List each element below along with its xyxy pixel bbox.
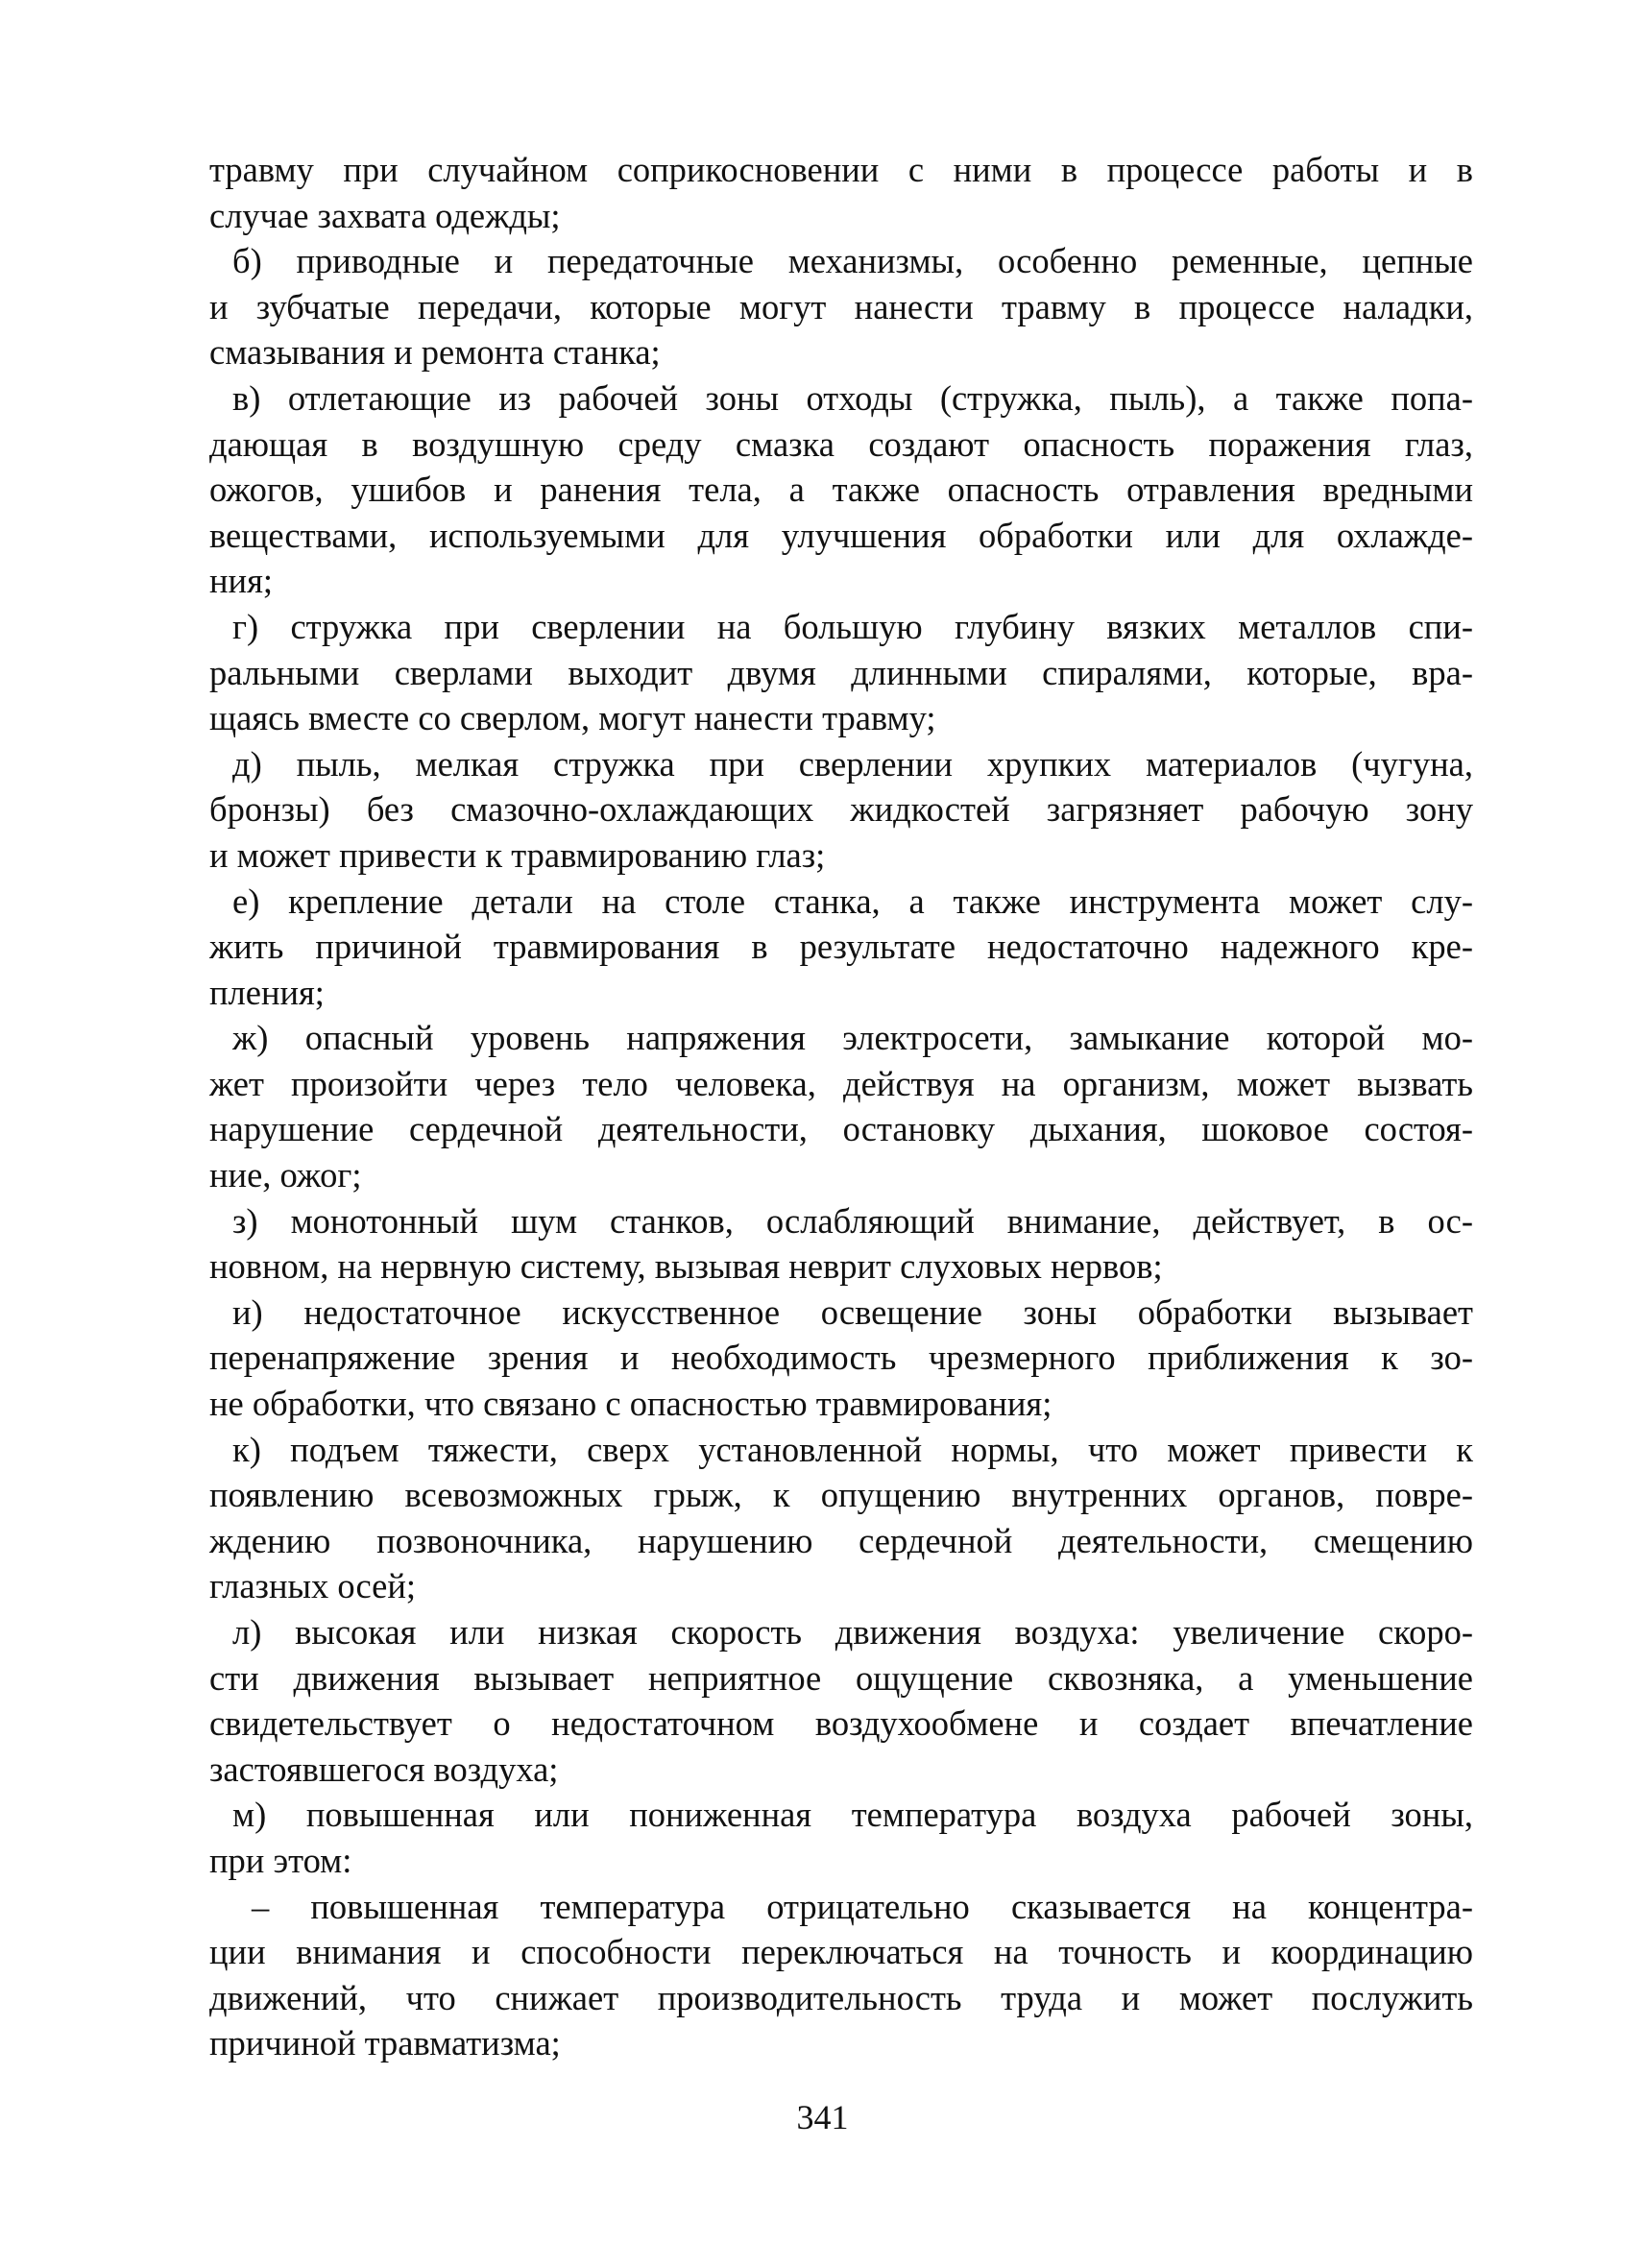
text-line: ральными сверлами выходит двумя длинными спиралями, которые, вра- <box>209 652 1473 692</box>
text-line: бронзы) без смазочно-охлаждающих жидкостей загрязняет рабочую зону <box>209 789 1473 830</box>
text-line: б) приводные и передаточные механизмы, особенно ременные, цепные <box>232 241 1473 281</box>
text-line: движений, что снижает производительность труда и может послужить <box>209 1977 1473 2017</box>
text-line: л) высокая или низкая скорость движения воздуха: увеличение скоро- <box>232 1612 1473 1652</box>
text-line: смазывания и ремонта станка; <box>209 332 661 373</box>
text-line: г) стружка при сверлении на большую глубину вязких металлов спи- <box>232 606 1473 646</box>
paragraph <box>209 604 1473 741</box>
text-line: и) недостаточное искусственное освещение зоны обработки вызывает <box>232 1291 1473 1332</box>
text-line: и зубчатые передачи, которые могут нанести травму в процессе наладки, <box>209 286 1473 326</box>
text-line: причиной травматизма; <box>209 2023 561 2063</box>
text-line: жет произойти через тело человека, действуя на организм, может вызвать <box>209 1063 1473 1103</box>
body-text <box>209 147 1473 2066</box>
text-line: нарушение сердечной деятельности, остановку дыхания, шоковое состоя- <box>209 1109 1473 1149</box>
paragraph <box>209 1609 1473 1792</box>
paragraph <box>209 1427 1473 1609</box>
text-line: застоявшегося воздуха; <box>209 1749 559 1789</box>
text-line: дающая в воздушную среду смазка создают опасность поражения глаз, <box>209 423 1473 464</box>
text-line: не обработки, что связано с опасностью травмирования; <box>209 1384 1052 1424</box>
text-line: ждению позвоночника, нарушению сердечной деятельности, смещению <box>209 1520 1473 1560</box>
paragraph <box>209 1290 1473 1427</box>
text-line: свидетельствует о недостаточном воздухообмене и создает впечатление <box>209 1703 1473 1744</box>
text-line: м) повышенная или пониженная температура воздуха рабочей зоны, <box>232 1795 1473 1835</box>
text-line: глазных осей; <box>209 1566 417 1606</box>
page-number: 341 <box>796 2098 849 2136</box>
text-line: з) монотонный шум станков, ослабляющий внимание, действует, в ос- <box>232 1200 1473 1241</box>
text-line: веществами, используемыми для улучшения обработки или для охлажде- <box>209 515 1473 555</box>
paragraph <box>209 238 1473 375</box>
paragraph <box>209 1015 1473 1197</box>
text-line: д) пыль, мелкая стружка при сверлении хрупких материалов (чугуна, <box>232 743 1473 784</box>
text-line: е) крепление детали на столе станка, а также инструмента может слу- <box>232 881 1473 921</box>
paragraph <box>209 741 1473 879</box>
text-line: травму при случайном соприкосновении с ними в процессе работы и в <box>209 150 1473 189</box>
text-line: новном, на нервную систему, вызывая неврит слуховых нервов; <box>209 1246 1163 1287</box>
paragraph <box>209 1792 1473 1883</box>
text-line: – повышенная температура отрицательно сказывается на концентра- <box>252 1886 1473 1926</box>
text-line: ния; <box>209 561 273 601</box>
text-line: ции внимания и способности переключаться на точность и координацию <box>209 1932 1473 1972</box>
text-line: случае захвата одежды; <box>209 195 561 235</box>
paragraph <box>209 1884 1473 2066</box>
text-line: в) отлетающие из рабочей зоны отходы (стружка, пыль), а также попа- <box>232 377 1473 418</box>
text-line: сти движения вызывает неприятное ощущение сквозняка, а уменьшение <box>209 1657 1473 1698</box>
text-line: при этом: <box>209 1840 352 1880</box>
text-line: ж) опасный уровень напряжения электросети, замыкание которой мо- <box>232 1018 1473 1058</box>
paragraph <box>209 879 1473 1016</box>
paragraph <box>209 147 1473 238</box>
text-line: ние, ожог; <box>209 1155 362 1195</box>
paragraph <box>209 375 1473 604</box>
text-line: появлению всевозможных грыж, к опущению внутренних органов, повре- <box>209 1475 1473 1515</box>
text-line: и может привести к травмированию глаз; <box>209 834 826 875</box>
text-line: пления; <box>209 972 325 1012</box>
text-line: к) подъем тяжести, сверх установленной нормы, что может привести к <box>232 1429 1473 1469</box>
text-line: щаясь вместе со сверлом, могут нанести травму; <box>209 698 936 738</box>
text-line: ожогов, ушибов и ранения тела, а также опасность отравления вредными <box>209 470 1473 510</box>
text-line: жить причиной травмирования в результате недостаточно надежного кре- <box>209 927 1473 967</box>
paragraph <box>209 1198 1473 1290</box>
text-line: перенапряжение зрения и необходимость чрезмерного приближения к зо- <box>209 1338 1473 1378</box>
